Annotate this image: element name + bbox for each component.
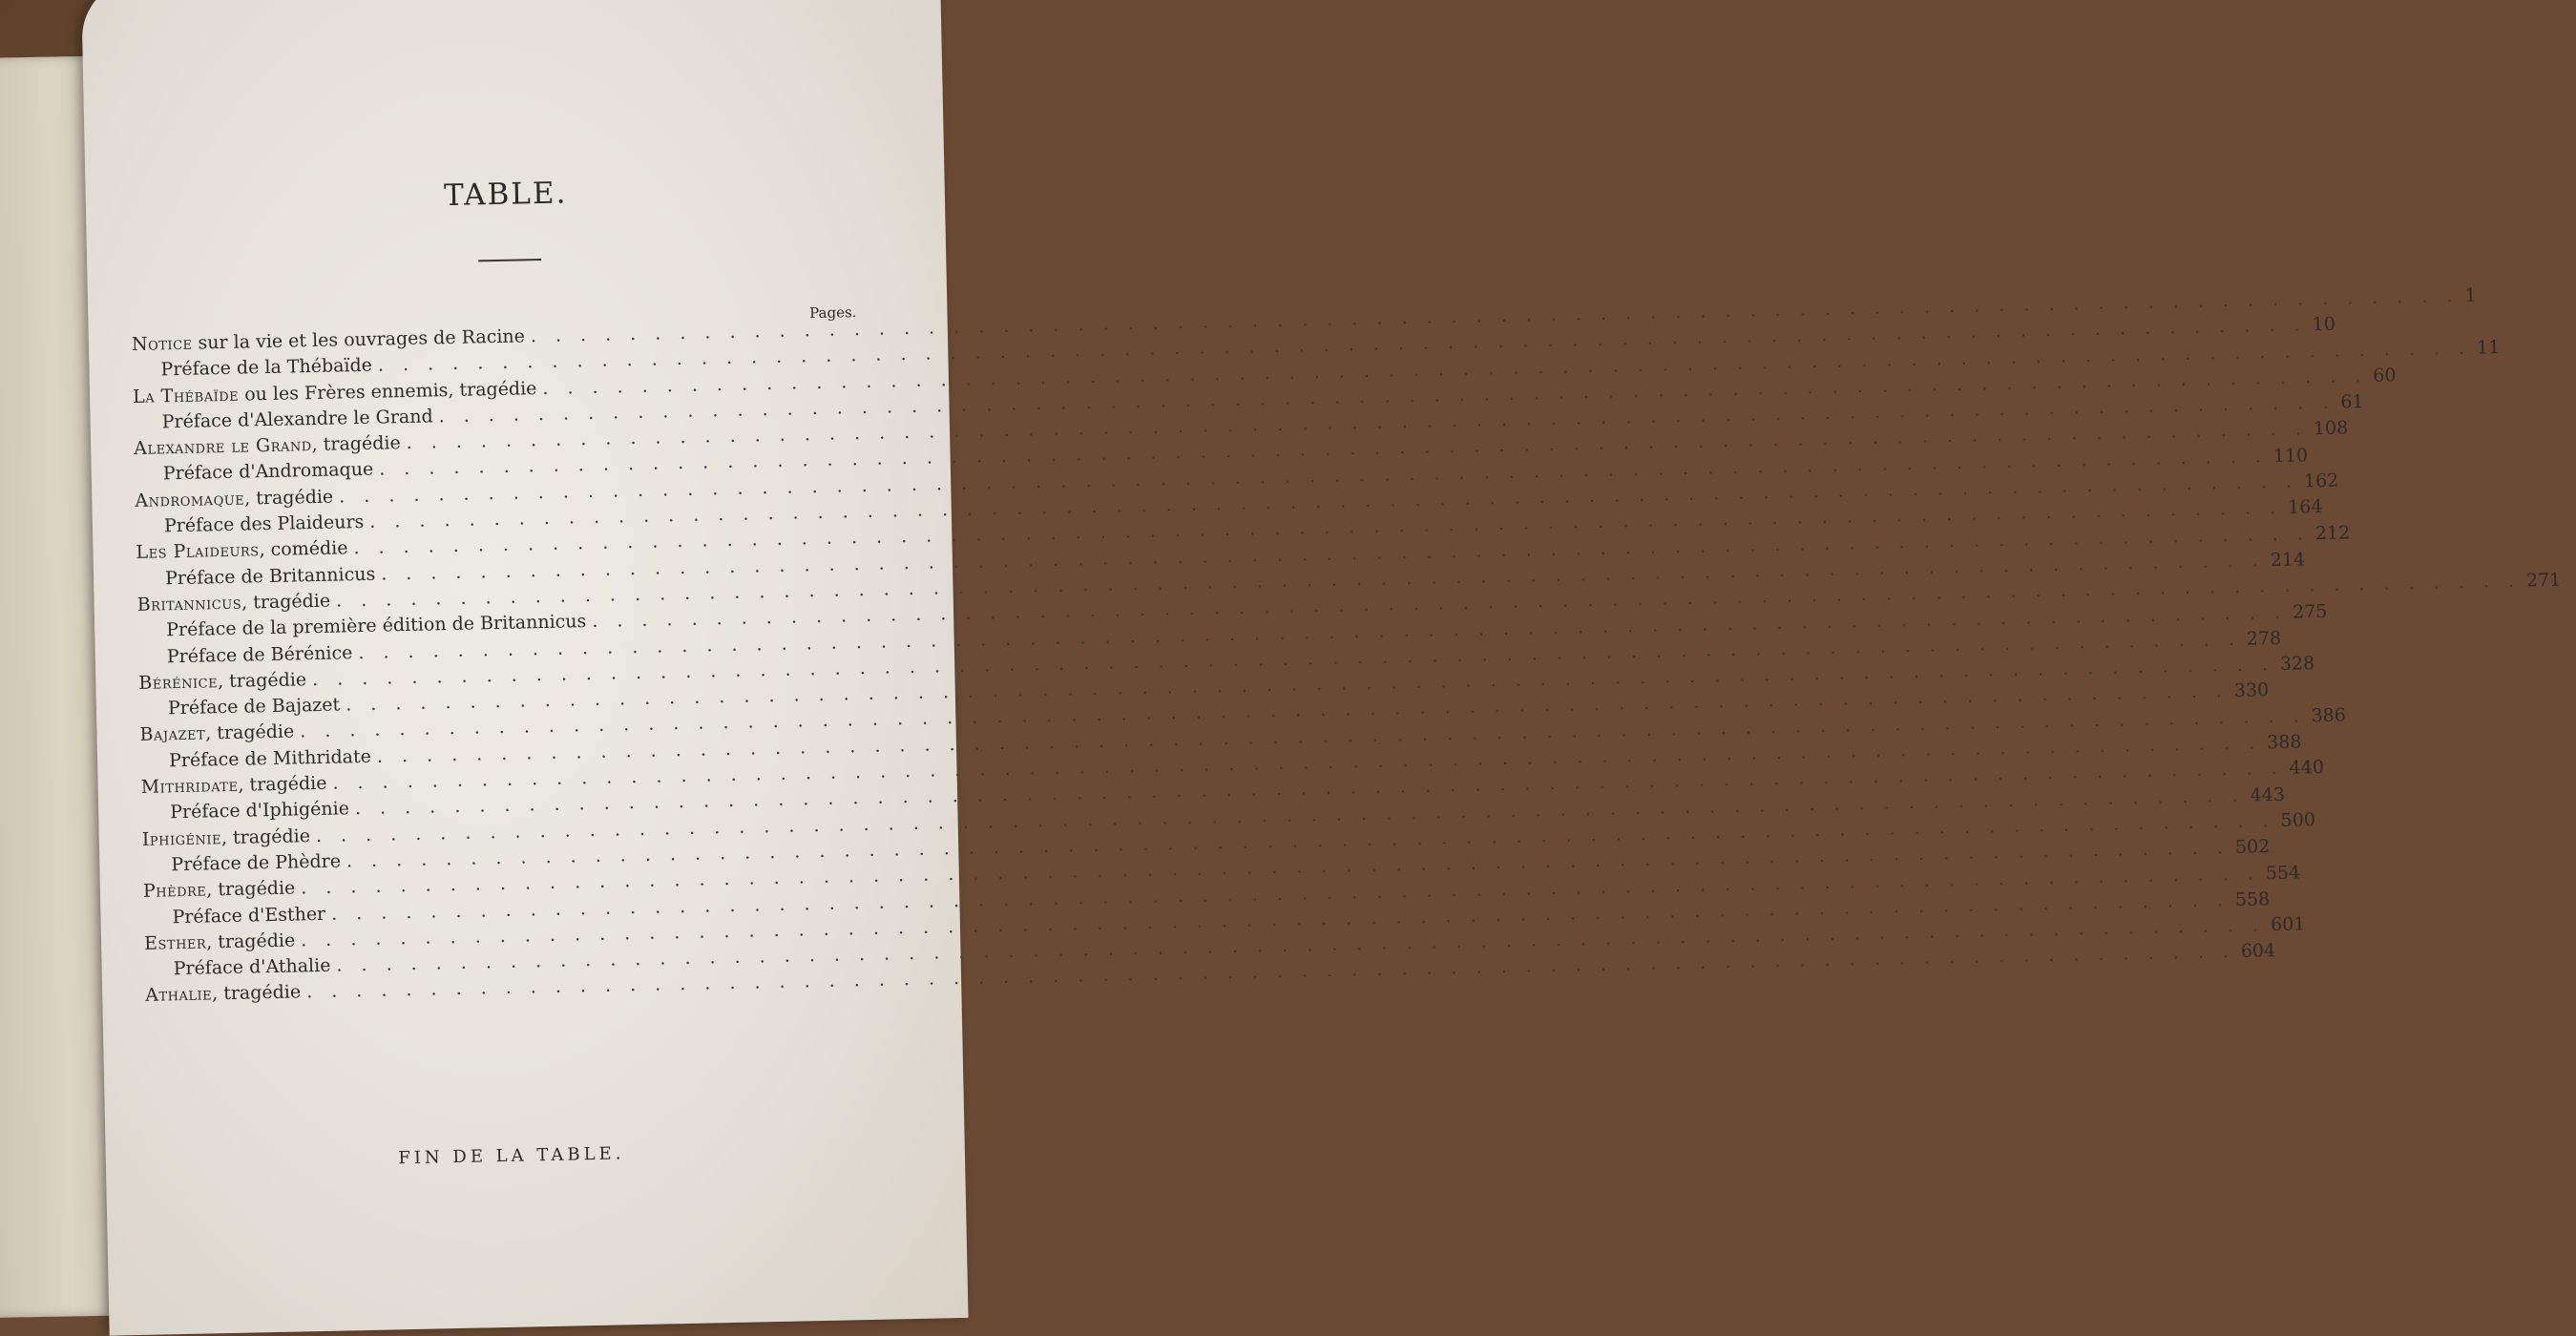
toc-entry-text: ou les Frères ennemis, tragédie: [238, 377, 537, 406]
toc-entry-page: 604: [2240, 940, 2276, 963]
toc-entry-text: , tragédie: [206, 877, 296, 901]
toc-entry-page: 328: [2279, 653, 2315, 676]
toc-entry-text: , tragédie: [243, 486, 334, 510]
toc-entry-label: [139, 721, 294, 745]
toc-entry-title: Mithridate: [140, 774, 239, 798]
toc-entry-text: , tragédie: [205, 929, 296, 953]
book-page: [81, 0, 2562, 1336]
toc-entry-page: 164: [2287, 496, 2323, 519]
toc-entry-page: 61: [2340, 391, 2364, 413]
toc-entry-page: 110: [2272, 445, 2309, 467]
toc-entry-label: [140, 773, 326, 798]
toc-entry-page: 386: [2311, 704, 2347, 726]
toc-entry-page: 275: [2292, 600, 2328, 623]
toc-entry-text: sur la vie et les ouvrages de Racine: [192, 325, 526, 354]
toc-entry-page: 502: [2234, 836, 2271, 859]
toc-entry-text: , tragédie: [238, 772, 327, 796]
toc-entry-text: , tragédie: [220, 825, 311, 848]
toc-entry-text: Préface de Bajazet: [167, 694, 341, 720]
toc-entry-text: , tragédie: [217, 669, 307, 693]
toc-entry-label: [138, 669, 306, 694]
toc-entry-text: Préface d'Alexandre le Grand: [161, 406, 433, 433]
toc-entry-text: Préface des Plaideurs: [163, 511, 365, 537]
toc-entry-label: [144, 929, 296, 953]
toc-entry-title: Iphigénie: [141, 826, 222, 850]
toc-entry-label: [132, 355, 372, 381]
toc-entry-text: Préface de Phèdre: [171, 850, 342, 876]
toc-entry-label: [140, 746, 371, 772]
toc-entry-label: [136, 591, 330, 616]
toc-entry-page: 271: [2525, 569, 2562, 592]
toc-entry-title: Britannicus: [136, 592, 242, 616]
toc-entry-label: [145, 982, 301, 1006]
toc-entry-label: [143, 903, 325, 928]
toc-entry-label: [141, 799, 349, 825]
toc-entry-title: Andromaque: [135, 488, 245, 511]
toc-entry-title: Notice: [131, 332, 193, 355]
toc-entry-text: , tragédie: [204, 720, 295, 744]
toc-entry-page: 60: [2373, 365, 2397, 386]
toc-entry-page: 388: [2266, 731, 2302, 754]
toc-entry-page: 554: [2265, 862, 2301, 884]
toc-entry-title: Phèdre: [142, 879, 207, 903]
toc-entry-label: [135, 486, 333, 511]
toc-entry-label: [136, 563, 376, 589]
toc-entry-text: Préface d'Andromaque: [162, 459, 374, 485]
toc-entry-text: , tragédie: [311, 432, 401, 456]
toc-entry-text: Préface de Mithridate: [168, 745, 372, 771]
toc-entry-text: , comédie: [259, 537, 348, 561]
toc-entry-page: 558: [2234, 888, 2271, 910]
toc-entry-text: Préface de la première édition de Britannicus: [166, 611, 587, 641]
toc-entry-page: 443: [2250, 783, 2286, 806]
toc-entry-title: Alexandre le Grand: [134, 434, 312, 460]
toc-entry-text: , tragédie: [211, 981, 302, 1005]
toc-entry-page: 1: [2464, 284, 2477, 306]
toc-entry-title: La Thébaïde: [132, 384, 240, 407]
toc-entry-title: Bérénice: [138, 671, 219, 694]
toc-entry-page: 214: [2270, 549, 2306, 572]
pages-column-header: Pages.: [808, 303, 857, 323]
toc-entry-title: Esther: [143, 931, 207, 954]
toc-entry-page: 601: [2270, 913, 2306, 936]
toc-entry-label: [143, 878, 296, 902]
toc-entry-page: 10: [2312, 313, 2336, 336]
toc-entry-title: Athalie: [145, 983, 213, 1007]
toc-entry-page: 212: [2314, 522, 2351, 544]
toc-entry-label: [138, 642, 353, 668]
toc-entry-label: [135, 459, 374, 485]
toc-entry-text: Préface de la Thébaïde: [160, 355, 373, 381]
toc-entry-page: 162: [2303, 470, 2339, 492]
toc-entry-label: [139, 695, 341, 720]
toc-entry-text: , tragédie: [241, 590, 331, 614]
toc-entry-label: [142, 825, 311, 850]
page-title: TABLE.: [443, 176, 568, 214]
toc-entry-label: [144, 955, 330, 980]
title-rule: [478, 259, 541, 261]
toc-entry-page: 500: [2280, 809, 2316, 831]
end-of-table: FIN DE LA TABLE.: [398, 1143, 625, 1169]
toc-entry-page: 330: [2233, 679, 2270, 702]
toc-entry-text: Préface de Britannicus: [164, 563, 376, 589]
toc-entry-text: Préface d'Esther: [172, 903, 326, 928]
toc-entry-label: [136, 511, 365, 537]
toc-entry-page: 278: [2246, 627, 2282, 650]
toc-entry-text: Préface d'Athalie: [173, 954, 331, 980]
toc-entry-label: [142, 850, 341, 875]
toc-entry-page: 11: [2476, 336, 2501, 359]
toc-entry-text: Préface d'Iphigénie: [170, 798, 350, 824]
toc-entry-title: Les Plaideurs: [136, 539, 260, 564]
toc-entry-title: Bajazet: [139, 722, 206, 746]
toc-entry-text: Préface de Bérénice: [166, 641, 353, 667]
toc-entry-label: [134, 432, 401, 459]
toc-entry-page: 108: [2313, 417, 2349, 440]
toc-entry-page: 440: [2289, 757, 2325, 780]
page-content: [128, 170, 2562, 1169]
toc-entry-label: [136, 538, 347, 564]
